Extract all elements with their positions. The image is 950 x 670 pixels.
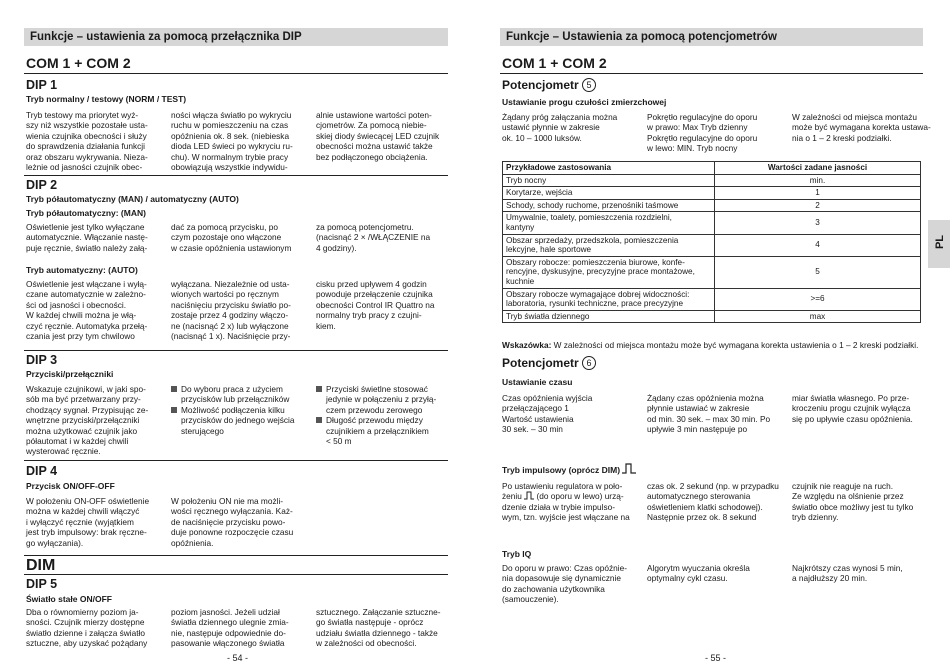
dip1-col2: ności włącza światło po wykryciu ruchu w pomieszczeniu na czas opóźnienia ok. 8 sek. (niebieska dioda LED świeci po wykryciu ru- chu). W normalnym trybie pracy obowiązują wszystkie indywidu- [171, 110, 293, 173]
bullet-square-icon [171, 386, 177, 392]
impulse-col3: czujnik nie reaguje na ruch. Ze względu na olśnienie przez światło obce możliwy jest tu tylko tryb dzienny. [792, 481, 914, 523]
impulse-col2: czas ok. 2 sekund (np. w przypadku automatycznego sterowania oświetleniem klatki schodowej). Następnie przez ok. 8 sekund [647, 481, 779, 523]
dip2-man-heading: Tryb półautomatyczny: (MAN) [26, 208, 146, 218]
pot5-col1: Żądany próg załączania można ustawić płynnie w zakresie ok. 10 – 1000 luksów. [502, 112, 618, 143]
note: Wskazówka: W zależności od miejsca montażu może być wymagana korekta ustawienia o 1 – 2 kreski podziałki. [502, 340, 919, 350]
com-heading: COM 1 + COM 2 [26, 55, 131, 71]
dip1-heading: DIP 1 [26, 78, 58, 92]
iq-col3: Najkrótszy czas wynosi 5 min, a najdłuższy 20 min. [792, 563, 903, 584]
com-heading: COM 1 + COM 2 [502, 55, 607, 71]
table-row: Tryb światła dziennego max [503, 310, 921, 323]
divider [24, 350, 448, 351]
dim-heading: DIM [26, 557, 56, 574]
table-row: Korytarze, wejścia 1 [503, 187, 921, 200]
table-row: Schody, schody ruchome, przenośniki taśmowe 2 [503, 199, 921, 212]
dip2-subheading: Tryb półautomatyczny (MAN) / automatyczny (AUTO) [26, 194, 239, 204]
table-row: Obszar sprzedaży, przedszkola, pomieszczenia lekcyjne, hale sportowe 4 [503, 234, 921, 256]
divider [24, 460, 448, 461]
right-page [475, 0, 950, 670]
dip1-col3: alnie ustawione wartości poten- cjometrów. Za pomocą niebie- skiej diody świecącej LED czujnik obecności można ustawić także bez podłączonego obciążenia. [316, 110, 440, 162]
brightness-table [502, 161, 921, 323]
table-row: Obszary robocze wymagające dobrej widoczności: laboratoria, rysunki techniczne, prace precyzyjne >=6 [503, 288, 921, 310]
dip5-col3: sztucznego. Załączanie sztuczne- go światła następuje - oprócz udziału światła dziennego - także w zależności od obecności. [316, 607, 441, 649]
pulse-icon [524, 491, 534, 500]
bullet-square-icon [171, 407, 177, 413]
pot5-subheading: Ustawianie progu czułości zmierzchowej [502, 97, 667, 107]
dip1-col1: Tryb testowy ma priorytet wyż- szy niż wszystkie pozostałe usta- wienia czujnika obecności i służy do sprawdzenia działania funkcji oraz obszaru wykrywania. Nieza- leżnie od jasności czujnik obec- [26, 110, 148, 173]
iq-heading: Tryb IQ [502, 549, 532, 559]
section-band: Funkcje – Ustawienia za pomocą potencjometrów [500, 28, 923, 46]
circled-number: 6 [582, 356, 596, 370]
iq-col2: Algorytm wyuczania określa optymalny cykl czasu. [647, 563, 750, 584]
page-number: - 54 - [227, 653, 249, 663]
table-row: Umywalnie, toalety, pomieszczenia rozdzielni, kantyny 3 [503, 212, 921, 234]
dip2-auto-col1: Oświetlenie jest włączane i wyłą- czane automatycznie w zależno- ści od jasności i obecności. W każdej chwili można je włą- czyć ręcznie. Automatyka przełą- czania jest przy tym chwilowo [26, 279, 148, 342]
dip3-bullets-col3: Przyciski świetlne stosować jedynie w połączeniu z przyłą- czem przewodu zerowego Długość przewodu między czujnikiem a przełącznikiem < 50 m [316, 384, 461, 446]
dip2-man-col1: Oświetlenie jest tylko wyłączane automatycznie. Włączanie nastę- puje ręcznie, światło należy załą- [26, 222, 148, 253]
dip3-col1: Wskazuje czujnikowi, w jaki spo- sób ma być przetwarzany przy- chodzący sygnał. Przypisując ze- wnętrzne przyciski/przełączniki można użytkować czujnik jako półautomat i w każdej chwili wysterować ręcznie. [26, 384, 149, 457]
dip5-col1: Dba o równomierny poziom ja- sności. Czujnik mierzy dostępne światło dzienne i załącza światło sztuczne, aby uzyskać pożądany [26, 607, 148, 649]
divider [24, 574, 448, 575]
pot6-col1: Czas opóźnienia wyjścia przełączającego 1 Wartość ustawienia 30 sek. – 30 min [502, 393, 593, 435]
pulse-icon [622, 463, 636, 474]
dip2-auto-col3: cisku przed upływem 4 godzin powoduje przełączenie czujnika obecności Control IR Quattro na normalny tryb pracy z czujni- kiem. [316, 279, 435, 331]
circled-number: 5 [582, 78, 596, 92]
iq-col1: Do oporu w prawo: Czas opóźnie- nia dopasowuje się dynamicznie do zachowania użytkownika (samouczenie). [502, 563, 627, 605]
dip3-subheading: Przyciski/przełączniki [26, 369, 114, 379]
table-header: Wartości zadane jasności [715, 162, 921, 175]
table-row: Tryb nocny min. [503, 174, 921, 187]
table-row: Obszary robocze: pomieszczenia biurowe, konfe- rencyjne, dyskusyjne, precyzyjne prace montażowe, kuchnie 5 [503, 256, 921, 288]
dip2-man-col2: dać za pomocą przycisku, po czym pozostaje ono włączone w czasie opóźnienia ustawionym [171, 222, 292, 253]
dip5-subheading: Światło stałe ON/OFF [26, 594, 112, 604]
bullet-square-icon [316, 386, 322, 392]
impulse-col1: Po ustawieniu regulatora w poło- żeniu (do oporu w lewo) urzą- dzenie działa w trybie impulso- wym, tzn. wyjście jest włączane na [502, 481, 630, 523]
page-number: - 55 - [705, 653, 727, 663]
divider [500, 73, 923, 74]
dip2-heading: DIP 2 [26, 178, 58, 192]
language-tab: PL [928, 220, 950, 268]
divider [24, 555, 448, 556]
pot5-col2: Pokrętło regulacyjne do oporu w prawo: Max Tryb dzienny Pokrętło regulacyjne do oporu w lewo: MIN. Tryb nocny [647, 112, 758, 154]
dip3-heading: DIP 3 [26, 353, 58, 367]
dip4-col2: W położeniu ON nie ma możli- wości ręcznego wyłączania. Każ- de naciśnięcie przycisku powo- duje ponowne rozpoczęcie czasu opóźnienia. [171, 496, 294, 548]
divider [24, 175, 448, 176]
impulse-heading: Tryb impulsowy (oprócz DIM) [502, 463, 636, 475]
dip5-col2: poziom jasności. Jeżeli udział światła dziennego ulegnie zmia- nie, następuje odpowiednie do- pasowanie włączonego światła [171, 607, 289, 649]
table-header-row [503, 162, 921, 175]
pot6-subheading: Ustawianie czasu [502, 377, 573, 387]
dip4-subheading: Przycisk ON/OFF-OFF [26, 481, 115, 491]
dip2-man-col3: za pomocą potencjometru. (nacisnąć 2 × /WŁĄCZENIE na 4 godziny). [316, 222, 431, 253]
pot5-col3: W zależności od miejsca montażu może być wymagana korekta ustawa- nia o 1 – 2 kreski podziałki. [792, 112, 931, 143]
bullet-square-icon [316, 417, 322, 423]
table-header: Przykładowe zastosowania [503, 162, 715, 175]
dip5-heading: DIP 5 [26, 577, 58, 591]
pot6-col3: miar światła własnego. Po prze- kroczeniu progu czujnik wyłącza się po upływie czasu opóźnienia. [792, 393, 913, 424]
dip1-subheading: Tryb normalny / testowy (NORM / TEST) [26, 94, 187, 104]
pot6-heading: Potencjometr 6 [502, 356, 596, 370]
section-band: Funkcje – ustawienia za pomocą przełącznika DIP [24, 28, 448, 46]
divider [24, 73, 448, 74]
dip4-heading: DIP 4 [26, 464, 58, 478]
dip3-bullets-col2: Do wyboru praca z użyciem przycisków lub przełączników Możliwość podłączenia kilku przycisków do jednego wejścia sterującego [171, 384, 316, 436]
pot5-heading: Potencjometr 5 [502, 78, 596, 92]
dip4-col1: W położeniu ON-OFF oświetlenie można w każdej chwili włączyć i wyłączyć ręcznie (wyjątkiem jest tryb impulsowy: brak ręczne- go wyłączania). [26, 496, 150, 548]
dip2-auto-col2: wyłączana. Niezależnie od usta- wionych wartości po ręcznym naciśnięciu przycisku światło po- zostaje przez 4 godziny włączo- ne (nacisnąć 2 x) lub wyłączone (nacisnąć 1 x). Naciśnięcie przy- [171, 279, 291, 342]
dip2-auto-heading: Tryb automatyczny: (AUTO) [26, 265, 138, 275]
pot6-col2: Żądany czas opóźnienia można płynnie ustawiać w zakresie od min. 30 sek. – max 30 min. Po upływie 3 min następuje po [647, 393, 771, 435]
